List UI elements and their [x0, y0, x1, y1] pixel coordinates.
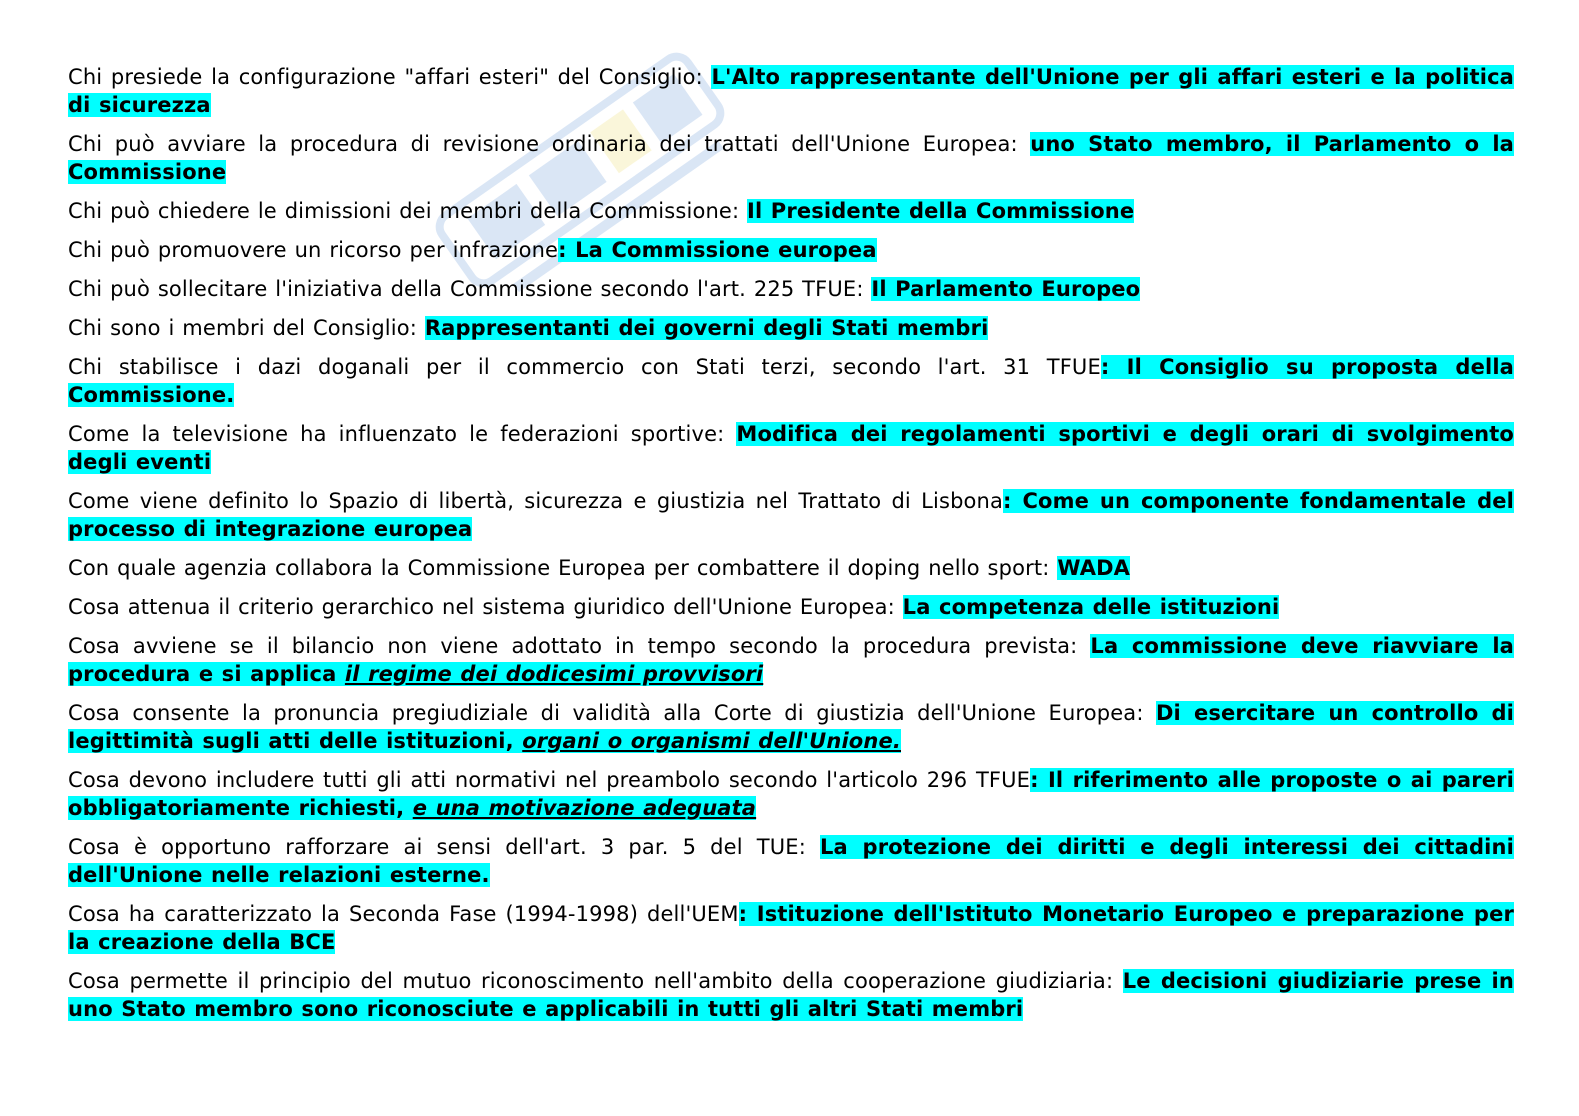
answer-text: Modifica dei regolamenti sportivi e degli orari di svolgimento degli eventi — [68, 422, 1514, 474]
answer-text: La protezione dei diritti e degli interessi dei cittadini dell'Unione nelle relazioni esterne. — [68, 835, 1514, 887]
qa-item — [68, 967, 1514, 1023]
answer-highlight — [558, 238, 877, 262]
answer-text: uno Stato membro, il Parlamento o la Commissione — [68, 132, 1514, 184]
question-text: Cosa ha caratterizzato la Seconda Fase (1994-1998) dell'UEM — [68, 902, 739, 926]
qa-item — [68, 487, 1514, 543]
answer-text: Rappresentanti dei governi degli Stati membri — [424, 316, 989, 340]
qa-item — [68, 766, 1514, 822]
qa-item — [68, 314, 1514, 342]
qa-item — [68, 130, 1514, 186]
question-text: Cosa avviene se il bilancio non viene adottato in tempo secondo la procedura prevista: — [68, 634, 1091, 658]
answer-text: Il Parlamento Europeo — [871, 277, 1141, 301]
question-text: Chi può avviare la procedura di revisione ordinaria dei trattati dell'Unione Europea: — [68, 132, 1031, 156]
question-text: Chi può chiedere le dimissioni dei membri della Commissione: — [68, 199, 748, 223]
answer-text: : Il riferimento alle proposte o ai pareri obbligatoriamente richiesti, — [68, 768, 1514, 820]
answer-text: : Come un componente fondamentale del processo di integrazione europea — [68, 489, 1514, 541]
qa-item — [68, 632, 1514, 688]
answer-text: L'Alto rappresentante dell'Unione per gli affari esteri e la politica di sicurezza — [68, 65, 1515, 117]
qa-item — [68, 197, 1514, 225]
answer-text: WADA — [1057, 556, 1131, 580]
qa-item — [68, 900, 1514, 956]
answer-text: Di esercitare un controllo di legittimità sugli atti delle istituzioni, — [68, 701, 1514, 753]
question-text: Cosa è opportuno rafforzare ai sensi dell'art. 3 par. 5 del TUE: — [68, 835, 820, 859]
qa-item — [68, 833, 1514, 889]
qa-item — [68, 420, 1514, 476]
answer-emphasis: il regime dei dodicesimi provvisori — [344, 662, 764, 686]
question-text: Cosa permette il principio del mutuo riconoscimento nell'ambito della cooperazione giudiziaria: — [68, 969, 1123, 993]
answer-highlight — [1057, 556, 1130, 580]
answer-highlight — [425, 316, 989, 340]
qa-item — [68, 353, 1514, 409]
question-text: Con quale agenzia collabora la Commissione Europea per combattere il doping nello sport: — [68, 556, 1058, 580]
question-text: Cosa consente la pronuncia pregiudiziale di validità alla Corte di giustizia dell'Unione Europea: — [68, 701, 1156, 725]
qa-item — [68, 63, 1514, 119]
answer-text: Le decisioni giudiziarie prese in uno Stato membro sono riconosciute e applicabili in tutti gli altri Stati membri — [68, 969, 1514, 1021]
question-text: Come viene definito lo Spazio di libertà, sicurezza e giustizia nel Trattato di Lisbona — [68, 489, 1004, 513]
question-text: Chi presiede la configurazione "affari esteri" del Consiglio: — [68, 65, 712, 89]
qa-item — [68, 699, 1514, 755]
question-text: Chi può promuovere un ricorso per infrazione — [68, 238, 559, 262]
qa-item — [68, 593, 1514, 621]
answer-highlight — [871, 277, 1140, 301]
answer-text: : Istituzione dell'Istituto Monetario Europeo e preparazione per la creazione della BCE — [68, 902, 1514, 954]
answer-text: : Il Consiglio su proposta della Commissione. — [68, 355, 1514, 407]
qa-item — [68, 275, 1514, 303]
qa-item — [68, 236, 1514, 264]
answer-text: Il Presidente della Commissione — [747, 199, 1135, 223]
question-text: Cosa devono includere tutti gli atti normativi nel preambolo secondo l'articolo 296 TFUE — [68, 768, 1031, 792]
answer-highlight — [747, 199, 1134, 223]
qa-item — [68, 554, 1514, 582]
answer-emphasis: e una motivazione adeguata — [412, 796, 757, 820]
question-text: Chi può sollecitare l'iniziativa della Commissione secondo l'art. 225 TFUE: — [68, 277, 872, 301]
question-text: Chi stabilisce i dazi doganali per il commercio con Stati terzi, secondo l'art. 31 TFUE — [68, 355, 1101, 379]
answer-highlight — [903, 595, 1280, 619]
answer-text: La commissione deve riavviare la procedura e si applica — [68, 634, 1515, 686]
qa-list — [68, 63, 1514, 1034]
question-text: Cosa attenua il criterio gerarchico nel sistema giuridico dell'Unione Europea: — [68, 595, 903, 619]
question-text: Chi sono i membri del Consiglio: — [68, 316, 425, 340]
answer-emphasis: organi o organismi dell'Unione. — [522, 729, 901, 753]
answer-text: : La Commissione europea — [558, 238, 877, 262]
question-text: Come la televisione ha influenzato le federazioni sportive: — [68, 422, 737, 446]
answer-text: La competenza delle istituzioni — [902, 595, 1280, 619]
